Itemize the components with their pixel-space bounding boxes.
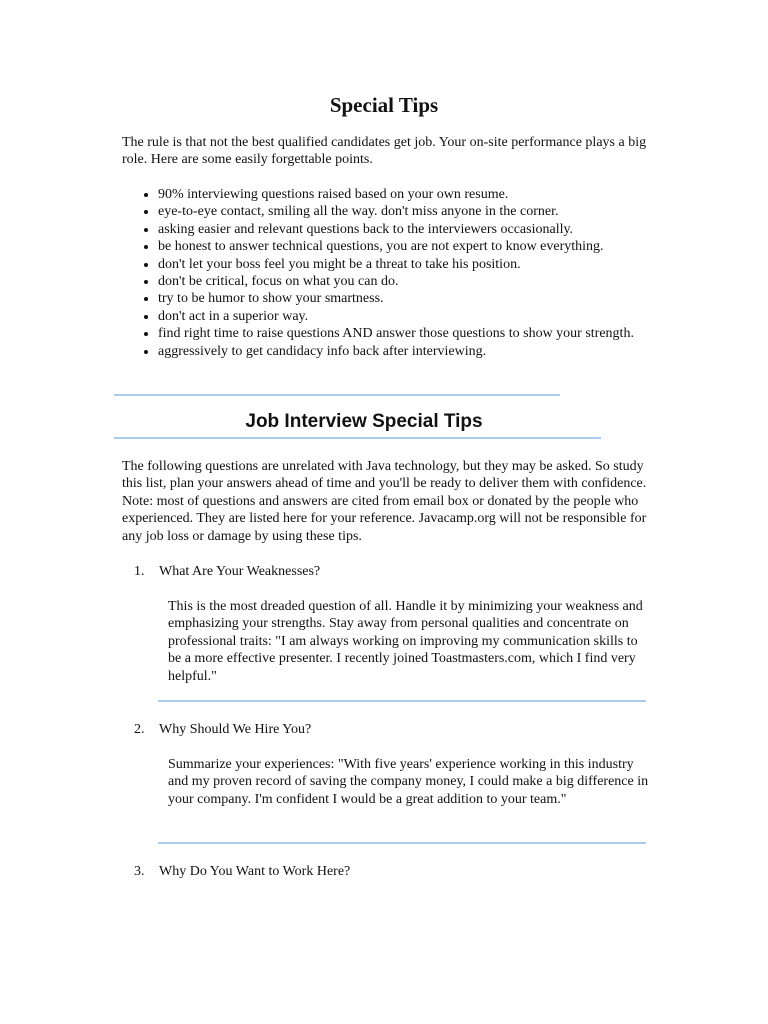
question-text: Why Should We Hire You? [159, 722, 312, 737]
question-text: Why Do You Want to Work Here? [159, 864, 351, 879]
question-number: 2. [134, 722, 145, 737]
section-title: Job Interview Special Tips [245, 411, 483, 432]
intro-paragraph: The rule is that not the best qualified candidates get job. Your on-site performance plays a big role. Here are some easily forgettable points. [122, 135, 647, 167]
section-intro-paragraph: The following questions are unrelated with Java technology, but they may be asked. So study this list, plan your answers ahead of time and you'll be ready to deliver them with confidence. Note: most of questions and answers are cited from email box or donated by the people who experienced. They are listed here for your reference. Javacamp.org will not be responsible for any job loss or damage by using these tips. [122, 459, 647, 544]
question-text: What Are Your Weaknesses? [159, 564, 321, 579]
list-item: • aggressively to get candidacy info back after interviewing. [158, 343, 678, 360]
list-item: • asking easier and relevant questions back to the interviewers occasionally. [158, 221, 678, 238]
divider [114, 437, 601, 439]
answer-text: This is the most dreaded question of all. Handle it by minimizing your weakness and emphasizing your strengths. Stay away from personal qualities and concentrate on professional traits: "I am always working on improving my communication skills to be a more effective presenter. I recently joined Toastmasters.com, which I find very helpful." [168, 599, 643, 684]
list-item: • try to be humor to show your smartness. [158, 290, 678, 307]
list-item: • be honest to answer technical questions, you are not expert to know everything. [158, 238, 678, 255]
list-item: • eye-to-eye contact, smiling all the way. don't miss anyone in the corner. [158, 203, 678, 220]
list-item: • 90% interviewing questions raised based on your own resume. [158, 186, 678, 203]
list-item: • don't be critical, focus on what you can do. [158, 273, 678, 290]
answer-text: Summarize your experiences: "With five years' experience working in this industry and my proven record of saving the company money, I could make a big difference in your company. I'm confident I would be a great addition to your team." [168, 757, 649, 807]
tips-list [122, 186, 678, 360]
list-item: • don't act in a superior way. [158, 308, 678, 325]
list-item: • don't let your boss feel you might be a threat to take his position. [158, 256, 678, 273]
question-number: 3. [134, 864, 145, 879]
page-title: Special Tips [329, 93, 439, 117]
divider [114, 394, 560, 396]
divider [158, 700, 646, 702]
divider [158, 842, 646, 844]
question-number: 1. [134, 564, 145, 579]
list-item: • find right time to raise questions AND answer those questions to show your strength. [158, 325, 678, 342]
